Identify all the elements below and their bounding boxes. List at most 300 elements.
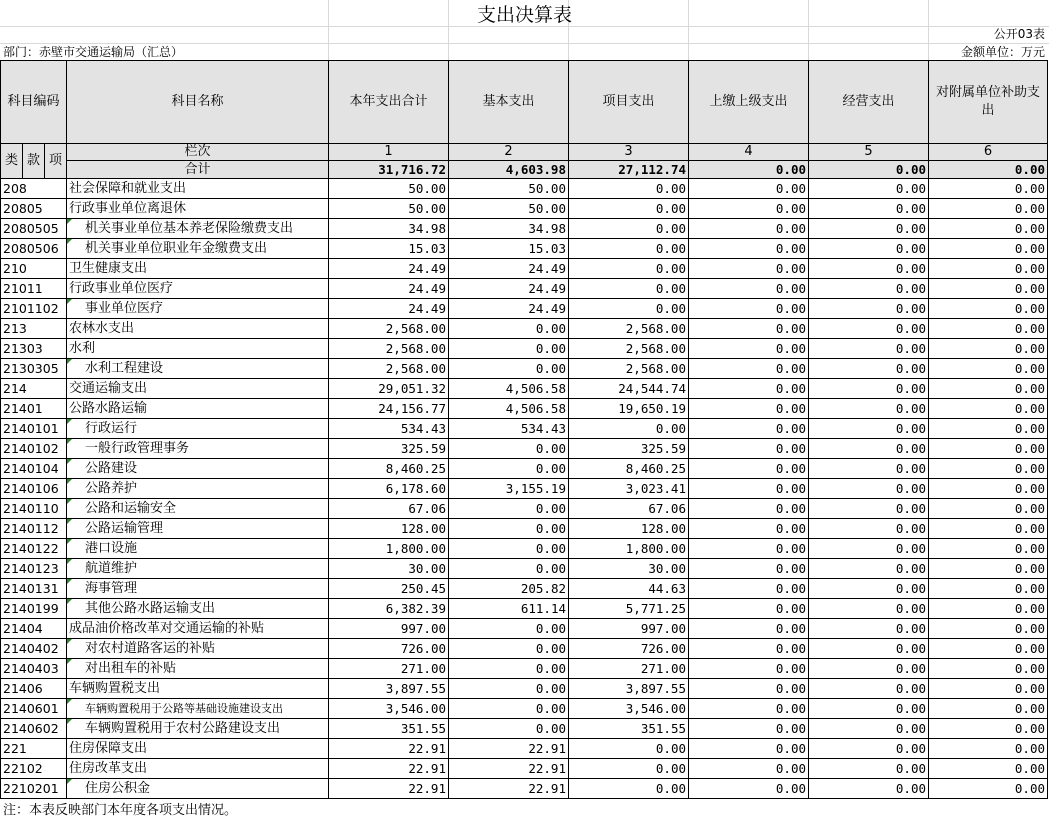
- amount-cell[interactable]: 0.00: [929, 719, 1048, 739]
- amount-cell[interactable]: 0.00: [569, 759, 689, 779]
- amount-cell[interactable]: 0.00: [809, 419, 929, 439]
- amount-cell[interactable]: 30.00: [329, 559, 449, 579]
- amount-cell[interactable]: 271.00: [569, 659, 689, 679]
- subject-code[interactable]: 2140102: [1, 439, 67, 459]
- subject-name[interactable]: 对农村道路客运的补贴: [67, 639, 329, 659]
- subject-name[interactable]: 成品油价格改革对交通运输的补贴: [67, 619, 329, 639]
- table-row: [1, 239, 1048, 259]
- amount-cell[interactable]: 0.00: [929, 199, 1048, 219]
- amount-cell[interactable]: 0.00: [929, 239, 1048, 259]
- amount-cell[interactable]: 0.00: [929, 419, 1048, 439]
- amount-cell[interactable]: 3,546.00: [329, 699, 449, 719]
- subject-name[interactable]: 行政事业单位离退休: [67, 199, 329, 219]
- amount-cell[interactable]: 0.00: [449, 639, 569, 659]
- table-row: [1, 519, 1048, 539]
- amount-cell[interactable]: 0.00: [449, 439, 569, 459]
- amount-cell[interactable]: 0.00: [929, 479, 1048, 499]
- subject-name[interactable]: 行政运行: [67, 419, 329, 439]
- subject-code[interactable]: 2140199: [1, 599, 67, 619]
- amount-cell[interactable]: 50.00: [449, 179, 569, 199]
- amount-cell[interactable]: 0.00: [689, 299, 809, 319]
- amount-cell[interactable]: 2,568.00: [569, 319, 689, 339]
- subject-code[interactable]: 214: [1, 379, 67, 399]
- subject-code[interactable]: 21406: [1, 679, 67, 699]
- subject-code[interactable]: 2140402: [1, 639, 67, 659]
- amount-cell[interactable]: 0.00: [809, 539, 929, 559]
- header-row: [1, 61, 1048, 144]
- column-number[interactable]: 2: [449, 144, 569, 161]
- amount-cell[interactable]: 0.00: [809, 699, 929, 719]
- amount-cell[interactable]: 534.43: [449, 419, 569, 439]
- amount-cell[interactable]: 0.00: [689, 739, 809, 759]
- subject-code[interactable]: 21303: [1, 339, 67, 359]
- amount-cell[interactable]: 3,023.41: [569, 479, 689, 499]
- amount-cell[interactable]: 0.00: [689, 279, 809, 299]
- amount-cell[interactable]: 0.00: [929, 619, 1048, 639]
- subject-name[interactable]: 住房改革支出: [67, 759, 329, 779]
- amount-cell[interactable]: 0.00: [569, 239, 689, 259]
- amount-cell[interactable]: 250.45: [329, 579, 449, 599]
- amount-cell[interactable]: 325.59: [569, 439, 689, 459]
- table-row: [1, 319, 1048, 339]
- amount-cell[interactable]: 50.00: [329, 199, 449, 219]
- subject-name[interactable]: 车辆购置税支出: [67, 679, 329, 699]
- table-row: [1, 639, 1048, 659]
- amount-cell[interactable]: 0.00: [689, 259, 809, 279]
- amount-cell[interactable]: 351.55: [569, 719, 689, 739]
- header-lanci[interactable]: 栏次: [67, 144, 329, 161]
- subject-code[interactable]: 21011: [1, 279, 67, 299]
- amount-cell[interactable]: 0.00: [449, 559, 569, 579]
- table-row: [1, 619, 1048, 639]
- amount-cell[interactable]: 0.00: [809, 239, 929, 259]
- amount-cell[interactable]: 2,568.00: [329, 359, 449, 379]
- amount-cell[interactable]: 29,051.32: [329, 379, 449, 399]
- table-row: [1, 499, 1048, 519]
- amount-cell[interactable]: 24.49: [449, 299, 569, 319]
- column-number[interactable]: 5: [809, 144, 929, 161]
- amount-cell[interactable]: 0.00: [929, 499, 1048, 519]
- amount-cell[interactable]: 0.00: [929, 579, 1048, 599]
- amount-cell[interactable]: 4,506.58: [449, 399, 569, 419]
- amount-cell[interactable]: 0.00: [809, 479, 929, 499]
- amount-cell[interactable]: 0.00: [809, 259, 929, 279]
- subject-name[interactable]: 对出租车的补贴: [67, 659, 329, 679]
- amount-cell[interactable]: 0.00: [689, 779, 809, 799]
- header-project[interactable]: 项目支出: [569, 61, 689, 144]
- amount-cell[interactable]: 0.00: [569, 279, 689, 299]
- amount-cell[interactable]: 22.91: [329, 759, 449, 779]
- amount-cell[interactable]: 0.00: [809, 179, 929, 199]
- amount-cell[interactable]: 22.91: [329, 739, 449, 759]
- amount-cell[interactable]: 0.00: [689, 599, 809, 619]
- amount-cell[interactable]: 611.14: [449, 599, 569, 619]
- subject-code[interactable]: 22102: [1, 759, 67, 779]
- amount-cell[interactable]: 0.00: [809, 439, 929, 459]
- subject-name[interactable]: 港口设施: [67, 539, 329, 559]
- table-row: [1, 199, 1048, 219]
- amount-cell[interactable]: 0.00: [449, 539, 569, 559]
- amount-cell[interactable]: 0.00: [689, 719, 809, 739]
- amount-cell[interactable]: 0.00: [689, 479, 809, 499]
- amount-cell[interactable]: 726.00: [329, 639, 449, 659]
- amount-cell[interactable]: 0.00: [809, 199, 929, 219]
- amount-cell[interactable]: 0.00: [689, 679, 809, 699]
- amount-cell[interactable]: 0.00: [689, 659, 809, 679]
- header-kuan[interactable]: 款: [23, 144, 45, 179]
- subject-code[interactable]: 21404: [1, 619, 67, 639]
- amount-cell[interactable]: 30.00: [569, 559, 689, 579]
- subject-name[interactable]: 事业单位医疗: [67, 299, 329, 319]
- amount-cell[interactable]: 0.00: [689, 499, 809, 519]
- amount-cell[interactable]: 1,800.00: [329, 539, 449, 559]
- amount-cell[interactable]: 2,568.00: [569, 339, 689, 359]
- amount-cell[interactable]: 726.00: [569, 639, 689, 659]
- header-total[interactable]: 本年支出合计: [329, 61, 449, 144]
- unit-label: 金额单位：万元: [960, 45, 1045, 59]
- amount-cell[interactable]: 0.00: [809, 739, 929, 759]
- amount-cell[interactable]: 0.00: [809, 279, 929, 299]
- amount-cell[interactable]: 0.00: [929, 439, 1048, 459]
- total-value[interactable]: 31,716.72: [329, 161, 449, 179]
- subject-name[interactable]: 住房保障支出: [67, 739, 329, 759]
- column-number[interactable]: 3: [569, 144, 689, 161]
- amount-cell[interactable]: 0.00: [689, 759, 809, 779]
- amount-cell[interactable]: 0.00: [929, 679, 1048, 699]
- subject-code[interactable]: 20805: [1, 199, 67, 219]
- amount-cell[interactable]: 0.00: [569, 219, 689, 239]
- subject-code[interactable]: 2140112: [1, 519, 67, 539]
- amount-cell[interactable]: 0.00: [929, 299, 1048, 319]
- amount-cell[interactable]: 22.91: [449, 779, 569, 799]
- subject-name[interactable]: 机关事业单位职业年金缴费支出: [67, 239, 329, 259]
- amount-cell[interactable]: 0.00: [809, 559, 929, 579]
- amount-cell[interactable]: 0.00: [809, 319, 929, 339]
- amount-cell[interactable]: 0.00: [929, 379, 1048, 399]
- amount-cell[interactable]: 0.00: [689, 319, 809, 339]
- subject-code[interactable]: 213: [1, 319, 67, 339]
- amount-cell[interactable]: 0.00: [449, 619, 569, 639]
- amount-cell[interactable]: 0.00: [929, 339, 1048, 359]
- amount-cell[interactable]: 5,771.25: [569, 599, 689, 619]
- amount-cell[interactable]: 0.00: [689, 359, 809, 379]
- amount-cell[interactable]: 0.00: [449, 679, 569, 699]
- column-number[interactable]: 4: [689, 144, 809, 161]
- subject-code[interactable]: 2210201: [1, 779, 67, 799]
- amount-cell[interactable]: 1,800.00: [569, 539, 689, 559]
- amount-cell[interactable]: 0.00: [929, 739, 1048, 759]
- amount-cell[interactable]: 0.00: [809, 579, 929, 599]
- table-row: [1, 179, 1048, 199]
- amount-cell[interactable]: 0.00: [689, 579, 809, 599]
- amount-cell[interactable]: 6,382.39: [329, 599, 449, 619]
- table-row: [1, 779, 1048, 799]
- subject-code[interactable]: 2140122: [1, 539, 67, 559]
- amount-cell[interactable]: 67.06: [569, 499, 689, 519]
- amount-cell[interactable]: 0.00: [449, 319, 569, 339]
- amount-cell[interactable]: 351.55: [329, 719, 449, 739]
- header-upper[interactable]: 上缴上级支出: [689, 61, 809, 144]
- amount-cell[interactable]: 0.00: [809, 519, 929, 539]
- amount-cell[interactable]: 0.00: [809, 499, 929, 519]
- amount-cell[interactable]: 0.00: [929, 639, 1048, 659]
- subject-code[interactable]: 2140123: [1, 559, 67, 579]
- amount-cell[interactable]: 0.00: [929, 279, 1048, 299]
- subject-name[interactable]: 公路运输管理: [67, 519, 329, 539]
- amount-cell[interactable]: 50.00: [329, 179, 449, 199]
- amount-cell[interactable]: 0.00: [689, 459, 809, 479]
- amount-cell[interactable]: 0.00: [689, 559, 809, 579]
- subject-code[interactable]: 2080505: [1, 219, 67, 239]
- amount-cell[interactable]: 3,155.19: [449, 479, 569, 499]
- amount-cell[interactable]: 0.00: [929, 359, 1048, 379]
- amount-cell[interactable]: 128.00: [329, 519, 449, 539]
- amount-cell[interactable]: 0.00: [929, 259, 1048, 279]
- subject-name[interactable]: 水利: [67, 339, 329, 359]
- amount-cell[interactable]: 0.00: [449, 499, 569, 519]
- amount-cell[interactable]: 0.00: [809, 759, 929, 779]
- amount-cell[interactable]: 24.49: [329, 279, 449, 299]
- amount-cell[interactable]: 0.00: [929, 539, 1048, 559]
- amount-cell[interactable]: 0.00: [929, 759, 1048, 779]
- amount-cell[interactable]: 0.00: [929, 319, 1048, 339]
- amount-cell[interactable]: 4,506.58: [449, 379, 569, 399]
- subject-code[interactable]: 2140101: [1, 419, 67, 439]
- amount-cell[interactable]: 0.00: [689, 339, 809, 359]
- amount-cell[interactable]: 0.00: [809, 719, 929, 739]
- amount-cell[interactable]: 24.49: [329, 259, 449, 279]
- amount-cell[interactable]: 2,568.00: [329, 339, 449, 359]
- amount-cell[interactable]: 0.00: [569, 179, 689, 199]
- amount-cell[interactable]: 0.00: [689, 199, 809, 219]
- amount-cell[interactable]: 0.00: [689, 379, 809, 399]
- amount-cell[interactable]: 0.00: [689, 539, 809, 559]
- table-row: [1, 379, 1048, 399]
- amount-cell[interactable]: 0.00: [449, 359, 569, 379]
- total-value[interactable]: 0.00: [809, 161, 929, 179]
- subject-name[interactable]: 车辆购置税用于农村公路建设支出: [67, 719, 329, 739]
- subject-name[interactable]: 行政事业单位医疗: [67, 279, 329, 299]
- subject-name[interactable]: 住房公积金: [67, 779, 329, 799]
- subject-name[interactable]: 水利工程建设: [67, 359, 329, 379]
- amount-cell[interactable]: 0.00: [929, 659, 1048, 679]
- amount-cell[interactable]: 0.00: [929, 599, 1048, 619]
- amount-cell[interactable]: 15.03: [329, 239, 449, 259]
- amount-cell[interactable]: 0.00: [569, 199, 689, 219]
- amount-cell[interactable]: 22.91: [449, 759, 569, 779]
- subject-name[interactable]: 交通运输支出: [67, 379, 329, 399]
- header-subsidy[interactable]: 对附属单位补助支出: [929, 61, 1048, 144]
- table-row: [1, 439, 1048, 459]
- amount-cell[interactable]: 205.82: [449, 579, 569, 599]
- amount-cell[interactable]: 24.49: [329, 299, 449, 319]
- subject-name[interactable]: 海事管理: [67, 579, 329, 599]
- amount-cell[interactable]: 0.00: [689, 699, 809, 719]
- amount-cell[interactable]: 0.00: [809, 659, 929, 679]
- amount-cell[interactable]: 0.00: [809, 599, 929, 619]
- amount-cell[interactable]: 0.00: [809, 339, 929, 359]
- subject-code[interactable]: 2080506: [1, 239, 67, 259]
- subject-name[interactable]: 农林水支出: [67, 319, 329, 339]
- subject-name[interactable]: 社会保障和就业支出: [67, 179, 329, 199]
- subject-name[interactable]: 机关事业单位基本养老保险缴费支出: [67, 219, 329, 239]
- subject-name[interactable]: 公路建设: [67, 459, 329, 479]
- subject-name[interactable]: 公路水路运输: [67, 399, 329, 419]
- amount-cell[interactable]: 0.00: [569, 299, 689, 319]
- total-value[interactable]: 27,112.74: [569, 161, 689, 179]
- total-value[interactable]: 0.00: [929, 161, 1048, 179]
- table-row: [1, 539, 1048, 559]
- amount-cell[interactable]: 19,650.19: [569, 399, 689, 419]
- amount-cell[interactable]: 0.00: [929, 399, 1048, 419]
- amount-cell[interactable]: 0.00: [929, 519, 1048, 539]
- amount-cell[interactable]: 0.00: [929, 699, 1048, 719]
- amount-cell[interactable]: 0.00: [449, 459, 569, 479]
- amount-cell[interactable]: 0.00: [569, 779, 689, 799]
- amount-cell[interactable]: 0.00: [569, 259, 689, 279]
- table-row: [1, 219, 1048, 239]
- total-value[interactable]: 0.00: [689, 161, 809, 179]
- table-row: [1, 739, 1048, 759]
- table-row: [1, 559, 1048, 579]
- subject-code[interactable]: 2140110: [1, 499, 67, 519]
- header-name[interactable]: 科目名称: [67, 61, 329, 144]
- amount-cell[interactable]: 0.00: [449, 659, 569, 679]
- amount-cell[interactable]: 0.00: [929, 219, 1048, 239]
- amount-cell[interactable]: 0.00: [449, 519, 569, 539]
- subject-name[interactable]: 一般行政管理事务: [67, 439, 329, 459]
- subject-code[interactable]: 2140131: [1, 579, 67, 599]
- table-row: [1, 479, 1048, 499]
- amount-cell[interactable]: 0.00: [689, 239, 809, 259]
- amount-cell[interactable]: 0.00: [809, 679, 929, 699]
- subject-name[interactable]: 其他公路水路运输支出: [67, 599, 329, 619]
- amount-cell[interactable]: 22.91: [449, 739, 569, 759]
- amount-cell[interactable]: 0.00: [689, 619, 809, 639]
- header-code[interactable]: 科目编码: [1, 61, 67, 144]
- amount-cell[interactable]: 0.00: [689, 219, 809, 239]
- amount-cell[interactable]: 997.00: [329, 619, 449, 639]
- amount-cell[interactable]: 0.00: [809, 379, 929, 399]
- amount-cell[interactable]: 325.59: [329, 439, 449, 459]
- amount-cell[interactable]: 34.98: [449, 219, 569, 239]
- amount-cell[interactable]: 3,897.55: [569, 679, 689, 699]
- amount-cell[interactable]: 0.00: [689, 519, 809, 539]
- footnote: 注：本表反映部门本年度各项支出情况。: [3, 803, 238, 818]
- amount-cell[interactable]: 0.00: [809, 619, 929, 639]
- amount-cell[interactable]: 24.49: [449, 259, 569, 279]
- amount-cell[interactable]: 0.00: [809, 219, 929, 239]
- amount-cell[interactable]: 534.43: [329, 419, 449, 439]
- header-basic[interactable]: 基本支出: [449, 61, 569, 144]
- total-value[interactable]: 4,603.98: [449, 161, 569, 179]
- total-label[interactable]: 合计: [67, 161, 329, 179]
- subject-code[interactable]: 21401: [1, 399, 67, 419]
- amount-cell[interactable]: 67.06: [329, 499, 449, 519]
- header-lei[interactable]: 类: [1, 144, 23, 179]
- amount-cell[interactable]: 2,568.00: [569, 359, 689, 379]
- table-row: [1, 279, 1048, 299]
- amount-cell[interactable]: 0.00: [929, 559, 1048, 579]
- subject-code[interactable]: 210: [1, 259, 67, 279]
- amount-cell[interactable]: 24,544.74: [569, 379, 689, 399]
- amount-cell[interactable]: 2,568.00: [329, 319, 449, 339]
- column-number[interactable]: 1: [329, 144, 449, 161]
- amount-cell[interactable]: 0.00: [569, 419, 689, 439]
- subject-name[interactable]: 航道维护: [67, 559, 329, 579]
- subject-code[interactable]: 2140403: [1, 659, 67, 679]
- total-row: [1, 161, 1048, 179]
- amount-cell[interactable]: 44.63: [569, 579, 689, 599]
- amount-cell[interactable]: 271.00: [329, 659, 449, 679]
- subject-code[interactable]: 221: [1, 739, 67, 759]
- subject-name[interactable]: 卫生健康支出: [67, 259, 329, 279]
- subject-code[interactable]: 2140601: [1, 699, 67, 719]
- amount-cell[interactable]: 0.00: [449, 339, 569, 359]
- amount-cell[interactable]: 0.00: [569, 739, 689, 759]
- amount-cell[interactable]: 8,460.25: [569, 459, 689, 479]
- amount-cell[interactable]: 0.00: [689, 399, 809, 419]
- amount-cell[interactable]: 0.00: [809, 299, 929, 319]
- amount-cell[interactable]: 0.00: [689, 419, 809, 439]
- amount-cell[interactable]: 34.98: [329, 219, 449, 239]
- subject-code[interactable]: 2130305: [1, 359, 67, 379]
- amount-cell[interactable]: 3,897.55: [329, 679, 449, 699]
- subject-code[interactable]: 2140602: [1, 719, 67, 739]
- amount-cell[interactable]: 8,460.25: [329, 459, 449, 479]
- amount-cell[interactable]: 0.00: [929, 179, 1048, 199]
- table-row: [1, 759, 1048, 779]
- subject-name[interactable]: 车辆购置税用于公路等基础设施建设支出: [67, 699, 329, 719]
- amount-cell[interactable]: 128.00: [569, 519, 689, 539]
- amount-cell[interactable]: 0.00: [809, 359, 929, 379]
- amount-cell[interactable]: 0.00: [929, 779, 1048, 799]
- header-business[interactable]: 经营支出: [809, 61, 929, 144]
- amount-cell[interactable]: 22.91: [329, 779, 449, 799]
- amount-cell[interactable]: 0.00: [689, 439, 809, 459]
- amount-cell[interactable]: 0.00: [809, 779, 929, 799]
- amount-cell[interactable]: 50.00: [449, 199, 569, 219]
- table-row: [1, 459, 1048, 479]
- amount-cell[interactable]: 6,178.60: [329, 479, 449, 499]
- amount-cell[interactable]: 997.00: [569, 619, 689, 639]
- subject-name[interactable]: 公路和运输安全: [67, 499, 329, 519]
- header-xiang[interactable]: 项: [45, 144, 67, 179]
- amount-cell[interactable]: 0.00: [809, 459, 929, 479]
- column-number[interactable]: 6: [929, 144, 1048, 161]
- table-row: [1, 719, 1048, 739]
- amount-cell[interactable]: 0.00: [929, 459, 1048, 479]
- amount-cell[interactable]: 0.00: [689, 179, 809, 199]
- table-row: [1, 299, 1048, 319]
- table-row: [1, 359, 1048, 379]
- amount-cell[interactable]: 0.00: [449, 719, 569, 739]
- amount-cell[interactable]: 0.00: [809, 399, 929, 419]
- subject-code[interactable]: 2140106: [1, 479, 67, 499]
- amount-cell[interactable]: 24.49: [449, 279, 569, 299]
- amount-cell[interactable]: 0.00: [449, 699, 569, 719]
- subject-name[interactable]: 公路养护: [67, 479, 329, 499]
- subject-code[interactable]: 208: [1, 179, 67, 199]
- amount-cell[interactable]: 15.03: [449, 239, 569, 259]
- amount-cell[interactable]: 0.00: [809, 639, 929, 659]
- subject-code[interactable]: 2101102: [1, 299, 67, 319]
- amount-cell[interactable]: 24,156.77: [329, 399, 449, 419]
- amount-cell[interactable]: 3,546.00: [569, 699, 689, 719]
- amount-cell[interactable]: 0.00: [689, 639, 809, 659]
- page-title: 支出决算表: [476, 4, 572, 26]
- subject-code[interactable]: 2140104: [1, 459, 67, 479]
